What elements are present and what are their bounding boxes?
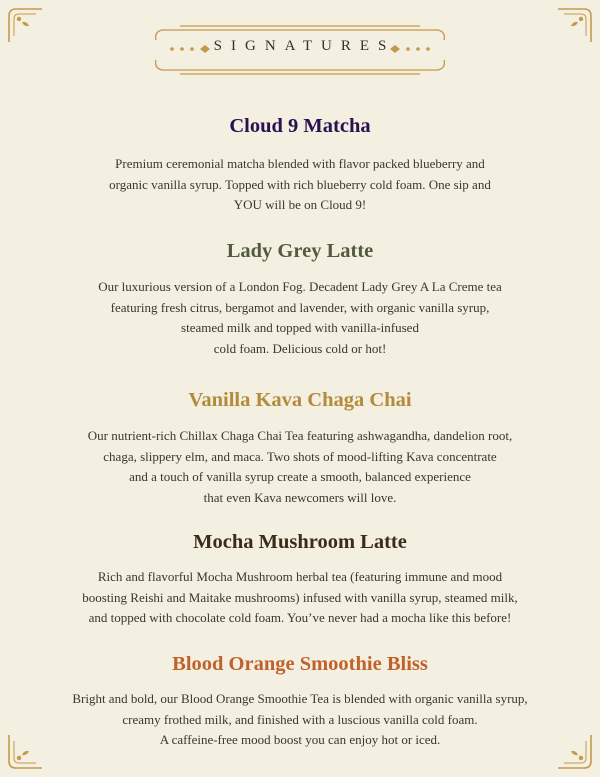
item-title: Lady Grey Latte: [226, 240, 374, 262]
menu-item: [40, 653, 560, 751]
corner-ornament-icon: [6, 733, 44, 771]
item-title: Blood Orange Smoothie Bliss: [172, 653, 428, 675]
menu-item: [40, 531, 560, 629]
item-title: Vanilla Kava Chaga Chai: [188, 389, 412, 411]
corner-ornament-icon: [556, 733, 594, 771]
menu-item: [40, 389, 560, 508]
menu-item: [40, 115, 560, 216]
corner-ornament-icon: [556, 6, 594, 44]
item-description: Premium ceremonial matcha blended with flavor packed blueberry and organic vanilla syrup. Topped with rich blueberry cold foam. One sip and YOU will be on Cloud 9!: [109, 156, 491, 212]
item-description: Our nutrient-rich Chillax Chaga Chai Tea featuring ashwagandha, dandelion root, chaga, slippery elm, and maca. Two shots of mood-lifting Kava concentrate and a touch of vanilla syrup create a smooth, balanced experience that even Kava newcomers will love.: [87, 428, 513, 505]
item-title: Mocha Mushroom Latte: [193, 531, 407, 553]
item-description: Our luxurious version of a London Fog. Decadent Lady Grey A La Creme tea featuring fresh citrus, bergamot and lavender, with organic vanilla syrup, steamed milk and topped with vanilla-infused cold foam. Delicious cold or hot!: [98, 279, 502, 356]
item-title: Cloud 9 Matcha: [229, 115, 371, 137]
item-description: Bright and bold, our Blood Orange Smoothie Tea is blended with organic vanilla syrup, creamy frothed milk, and finished with a luscious vanilla cold foam. A caffeine-free mood boost you can enjoy hot or iced.: [72, 691, 528, 747]
item-description: Rich and flavorful Mocha Mushroom herbal tea (featuring immune and mood boosting Reishi and Maitake mushrooms) infused with vanilla syrup, steamed milk, and topped with chocolate cold foam. You’ve never had a mocha like this before!: [82, 569, 518, 625]
section-header: [150, 22, 450, 78]
menu-item: [40, 240, 560, 359]
corner-ornament-icon: [6, 6, 44, 44]
page-title: SIGNATURES: [213, 38, 396, 54]
